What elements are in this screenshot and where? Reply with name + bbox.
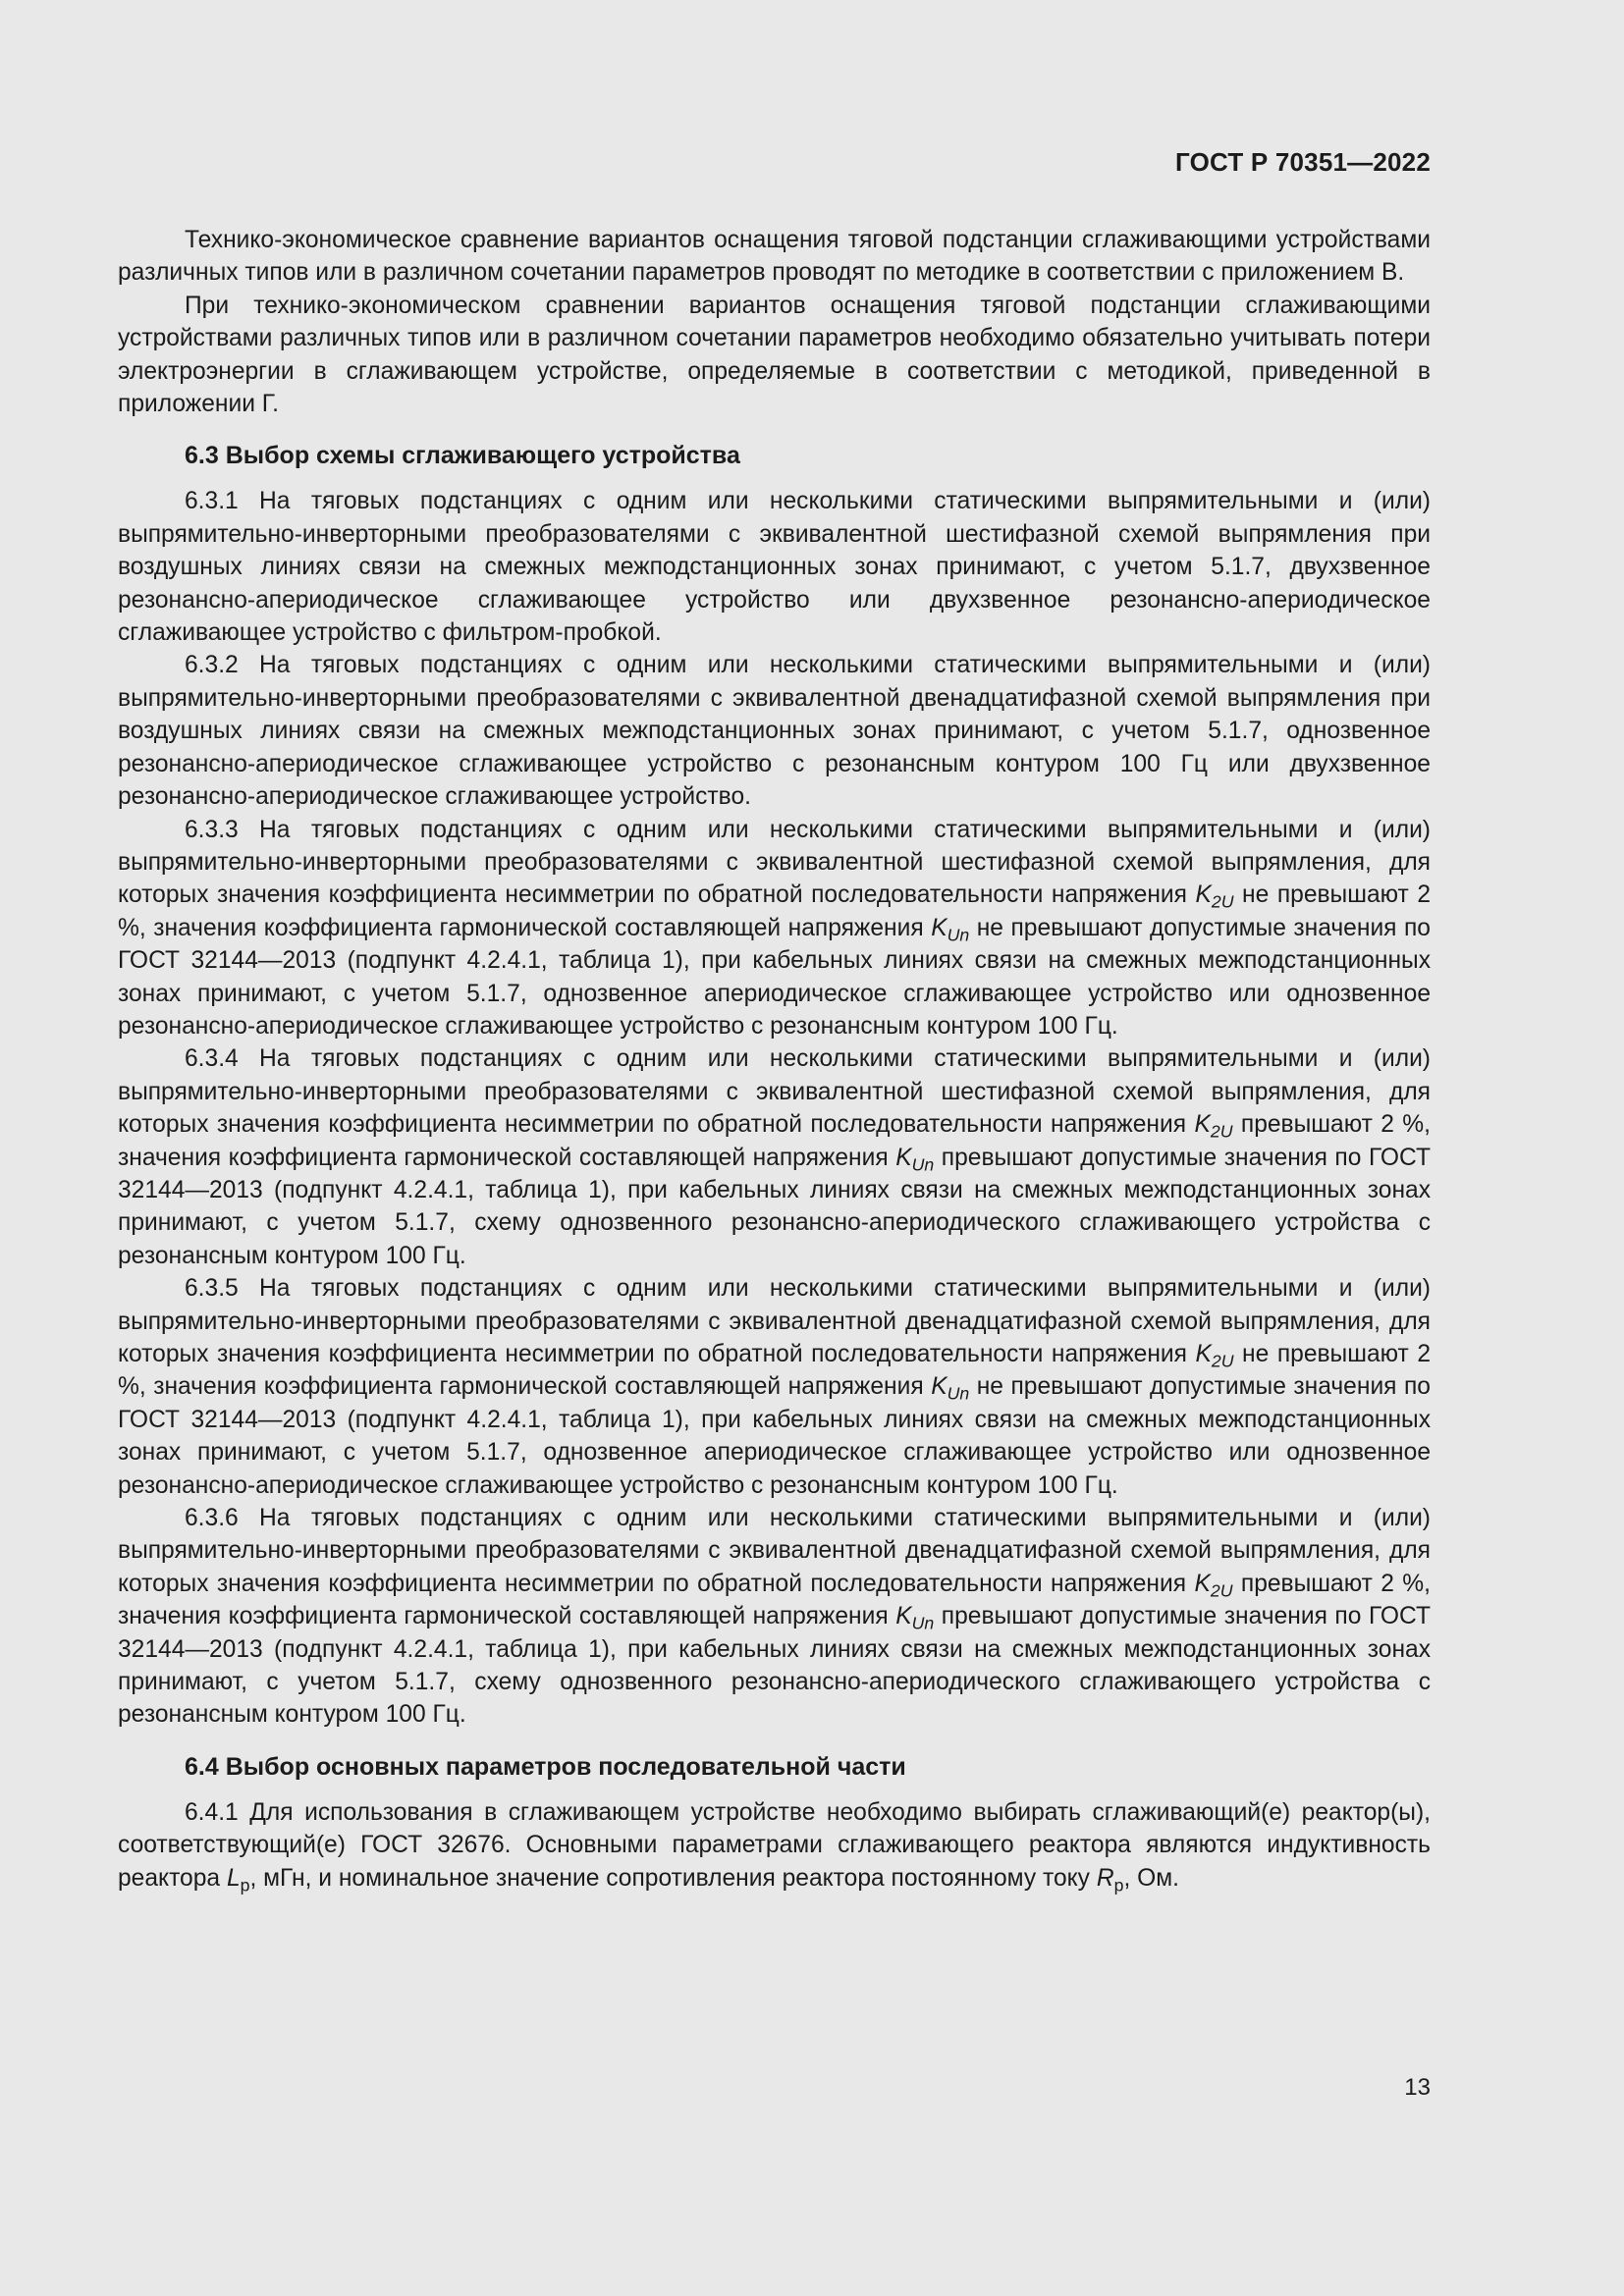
text-run: превышают 2 %, значения коэффициента гармонической составляющей напряжения [118, 1111, 1432, 1171]
document-body [118, 224, 1431, 1895]
symbol-k2u [1195, 881, 1234, 912]
symbol-base: K [1195, 881, 1212, 909]
text-run: превышают допустимые значения по ГОСТ 32144—2013 (подпункт 4.2.4.1, таблица 1), при кабельных линиях связи на смежных межподстанционных зонах принимают, с учетом 5.1.7, схему однозвенного резонансно-апериодического сглаживающего устройства с резонансным контуром 100 Гц. [118, 1144, 1431, 1269]
text-run: не превышают 2 %, значения коэффициента гармонической составляющей напряжения [118, 881, 1431, 941]
symbol-k2u [1194, 1570, 1233, 1601]
symbol-base: K [931, 914, 947, 941]
paragraph-6-3-5 [118, 1272, 1431, 1502]
paragraph-6-3-4 [118, 1042, 1431, 1272]
symbol-k2u [1195, 1341, 1234, 1371]
symbol-kun [895, 1144, 935, 1174]
section-heading-6-3: 6.3 Выбор схемы сглаживающего устройства [185, 442, 740, 470]
symbol-subscript: р [1113, 1875, 1124, 1895]
symbol-subscript: 2U [1211, 891, 1234, 912]
symbol-base: K [931, 1373, 947, 1401]
symbol-base: L [226, 1864, 241, 1892]
symbol-subscript: р [240, 1875, 250, 1895]
text-run: 6.3.6 На тяговых подстанциях с одним или несколькими статическими выпрямительными и (или) выпрямительно-инверторными преобразователями с эквивалентной двенадцатифазной схемой выпрямления, для которых значения коэффициента несимметрии по обратной последовательности напряжения [118, 1505, 1431, 1597]
symbol-base: K [1195, 1341, 1212, 1367]
symbol-base: K [1194, 1570, 1211, 1597]
text-run: 6.3.3 На тяговых подстанциях с одним или несколькими статическими выпрямительными и (или) выпрямительно-инверторными преобразователями с эквивалентной шестифазной схемой выпрямления, для которых значения коэффициента несимметрии по обратной последовательности напряжения [118, 816, 1431, 909]
symbol-base: K [895, 1144, 912, 1171]
symbol-base: R [1096, 1864, 1114, 1892]
text-run: , мГн, и номинальное значение сопротивления реактора постоянному току [249, 1864, 1097, 1892]
symbol-subscript: Un [947, 1383, 970, 1404]
paragraph-6-3-6 [118, 1502, 1431, 1732]
symbol-subscript: 2U [1210, 1580, 1233, 1601]
symbol-base: K [1194, 1111, 1211, 1139]
text-run: 6.4.1 Для использования в сглаживающем устройстве необходимо выбирать сглаживающий(е) реактор(ы), соответствующий(е) ГОСТ 32676. Основными параметрами сглаживающего реактора являются индуктивность реактора [118, 1798, 1431, 1892]
section-heading-6-4: 6.4 Выбор основных параметров последовательной части [185, 1752, 906, 1781]
page-number: 13 [1404, 2074, 1431, 2101]
symbol-k2u [1194, 1111, 1233, 1142]
symbol-subscript: 2U [1211, 1351, 1234, 1371]
text-run: не превышают 2 %, значения коэффициента гармонической составляющей напряжения [118, 1341, 1431, 1401]
text-run: 6.3.5 На тяговых подстанциях с одним или несколькими статическими выпрямительными и (или) выпрямительно-инверторными преобразователями с эквивалентной двенадцатифазной схемой выпрямления, для которых значения коэффициента несимметрии по обратной последовательности напряжения [118, 1275, 1431, 1367]
paragraph-intro-2: При технико-экономическом сравнении вариантов оснащения тяговой подстанции сглаживающими устройствами различных типов или в различном сочетании параметров необходимо обязательно учитывать потери электроэнергии в сглаживающем устройстве, определяемые в соответствии с методикой, приведенной в приложении Г. [118, 292, 1431, 418]
symbol-kun [931, 914, 970, 945]
symbol-lp [227, 1865, 241, 1892]
document-standard-id: ГОСТ Р 70351—2022 [1175, 147, 1431, 177]
symbol-rp [1097, 1865, 1114, 1892]
symbol-subscript: 2U [1210, 1121, 1233, 1142]
text-run: не превышают допустимые значения по ГОСТ 32144—2013 (подпункт 4.2.4.1, таблица 1), при кабельных линиях связи на смежных межподстанционных зонах принимают, с учетом 5.1.7, однозвенное апериодическое сглаживающее устройство или однозвенное резонансно-апериодическое сглаживающее устройство с резонансным контуром 100 Гц. [118, 1373, 1431, 1499]
text-run: превышают 2 %, значения коэффициента гармонической составляющей напряжения [118, 1570, 1432, 1630]
text-run: 6.3.4 На тяговых подстанциях с одним или несколькими статическими выпрямительными и (или) выпрямительно-инверторными преобразователями с эквивалентной шестифазной схемой выпрямления, для которых значения коэффициента несимметрии по обратной последовательности напряжения [118, 1045, 1431, 1139]
paragraph-6-3-1: 6.3.1 На тяговых подстанциях с одним или несколькими статическими выпрямительными и (или) выпрямительно-инверторными преобразователями с эквивалентной шестифазной схемой выпрямления при воздушных линиях связи на смежных межподстанционных зонах принимают, с учетом 5.1.7, двухзвенное резонансно-апериодическое сглаживающее устройство или двухзвенное резонансно-апериодическое сглаживающее устройство с фильтром-пробкой. [118, 488, 1431, 647]
symbol-kun [895, 1603, 935, 1633]
paragraph-intro-1: Технико-экономическое сравнение вариантов оснащения тяговой подстанции сглаживающими устройствами различных типов или в различном сочетании параметров проводят по методике в соответствии с приложением В. [118, 227, 1431, 287]
paragraph-6-3-3 [118, 814, 1431, 1043]
paragraph-6-3-2: 6.3.2 На тяговых подстанциях с одним или несколькими статическими выпрямительными и (или) выпрямительно-инверторными преобразователями с эквивалентной двенадцатифазной схемой выпрямления при воздушных линиях связи на смежных межподстанционных зонах принимают, с учетом 5.1.7, однозвенное резонансно-апериодическое сглаживающее устройство с резонансным контуром 100 Гц или двухзвенное резонансно-апериодическое сглаживающее устройство. [118, 652, 1431, 811]
symbol-subscript: Un [911, 1153, 935, 1174]
paragraph-6-4-1 [118, 1796, 1431, 1895]
symbol-subscript: Un [947, 925, 970, 945]
text-run: не превышают допустимые значения по ГОСТ 32144—2013 (подпункт 4.2.4.1, таблица 1), при кабельных линиях связи на смежных межподстанционных зонах принимают, с учетом 5.1.7, однозвенное апериодическое сглаживающее устройство или однозвенное резонансно-апериодическое сглаживающее устройство с резонансным контуром 100 Гц. [118, 914, 1431, 1040]
text-run: , Ом. [1123, 1864, 1179, 1892]
text-run: превышают допустимые значения по ГОСТ 32144—2013 (подпункт 4.2.4.1, таблица 1), при кабельных линиях связи на смежных межподстанционных зонах принимают, с учетом 5.1.7, схему однозвенного резонансно-апериодического сглаживающего устройства с резонансным контуром 100 Гц. [118, 1603, 1431, 1729]
symbol-subscript: Un [911, 1613, 935, 1633]
symbol-kun [931, 1373, 970, 1404]
symbol-base: K [895, 1603, 912, 1630]
